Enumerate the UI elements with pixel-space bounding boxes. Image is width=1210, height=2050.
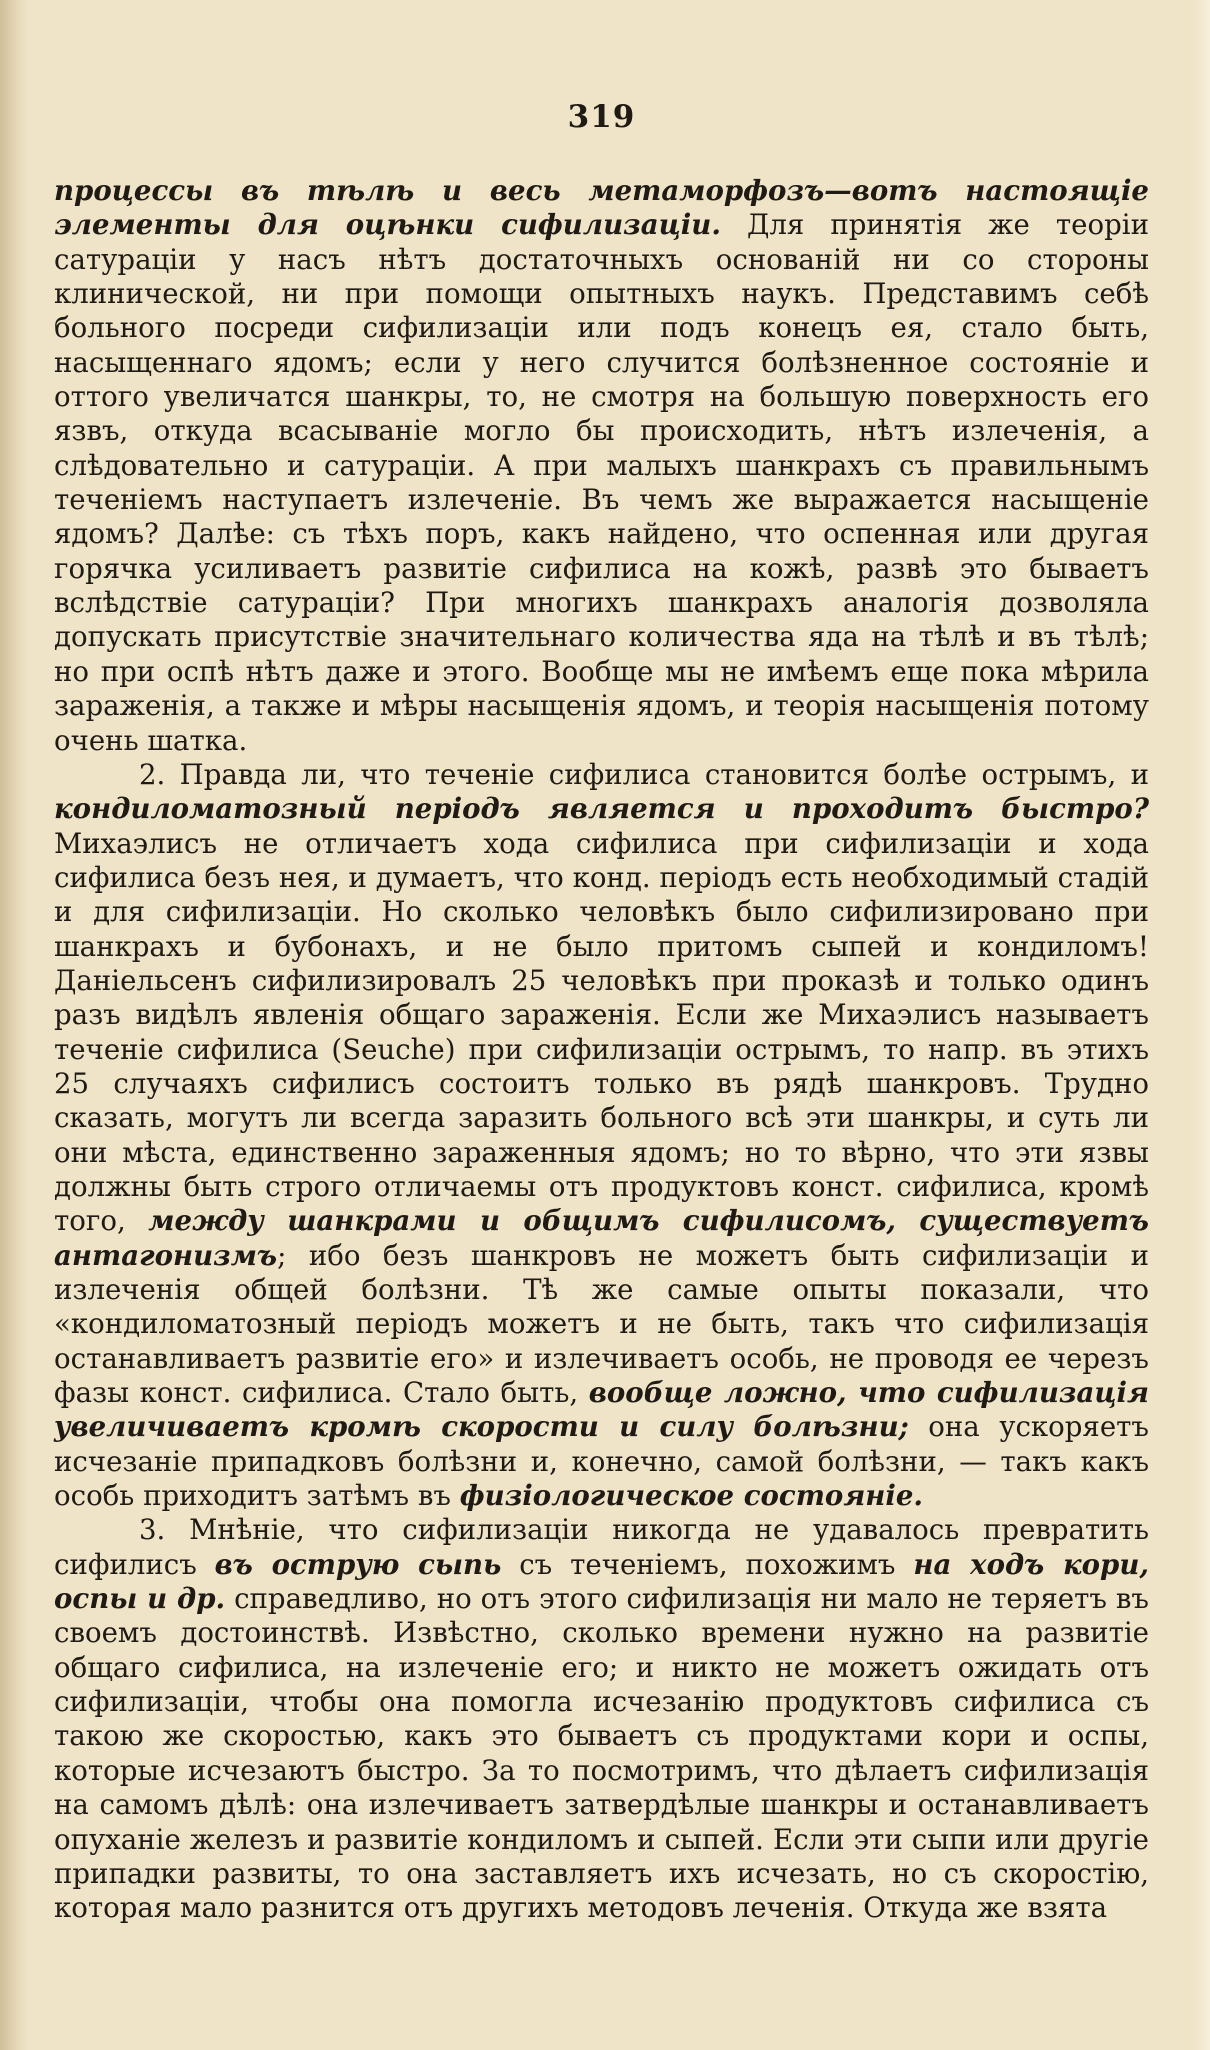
emphasized-text: въ острую сыпь bbox=[214, 1547, 502, 1581]
page-number: 319 bbox=[567, 99, 636, 135]
emphasized-text: кондиломатозный періодъ является и проходитъ быстро? bbox=[54, 792, 1149, 826]
paragraph-3 bbox=[54, 1513, 1149, 1925]
page-gutter-shadow bbox=[0, 0, 28, 2050]
text-run: справедливо, но отъ этого сифилизація ни мало не теряетъ въ своемъ достоинствѣ. Извѣстно, сколько времени нужно на развитіе общаго сифилиса, на излеченіе его; и никто не можетъ ожидать отъ сифилизаціи, чтобы она помогла исчезанію продуктовъ сифилиса съ такою же скоростью, какъ это бываетъ съ продуктами кори и оспы, которые исчезаютъ быстро. За то посмотримъ, что дѣлаетъ сифилизація на самомъ дѣлѣ: она излечиваетъ затвердѣлые шанкры и останавливаетъ опуханіе железъ и развитіе кондиломъ и сыпей. Если эти сыпи или другіе припадки развиты, то она заставляетъ ихъ исчезать, но съ скоростію, которая мало разнится отъ другихъ методовъ леченія. Откуда же взята bbox=[54, 1582, 1149, 1925]
paragraph-2 bbox=[54, 758, 1149, 1514]
emphasized-text: на ходъ кори, оспы и др. bbox=[54, 1547, 1149, 1616]
page-right-edge bbox=[1194, 0, 1210, 2050]
text-run: Для принятія же теоріи сатураціи у насъ нѣтъ достаточныхъ основаній ни со стороны клинической, ни при помощи опытныхъ наукъ. Представимъ себѣ больного посреди сифилизаціи или подъ конецъ ея, стало быть, насыщеннаго ядомъ; если у него случится болѣзненное состояніе и оттого увеличатся шанкры, то, не смотря на большую поверхность его язвъ, откуда всасываніе могло бы происходить, нѣтъ излеченія, а слѣдовательно и сатураціи. А при малыхъ шанкрахъ съ правильнымъ теченіемъ наступаетъ излеченіе. Въ чемъ же выражается насыщеніе ядомъ? Далѣе: съ тѣхъ поръ, какъ найдено, что оспенная или другая горячка усиливаетъ развитіе сифилиса на кожѣ, развѣ это бываетъ вслѣдствіе сатураціи? При многихъ шанкрахъ аналогія дозволяла допускать присутствіе значительнаго количества яда на тѣлѣ и въ тѣлѣ; но при оспѣ нѣтъ даже и этого. Вообще мы не имѣемъ еще пока мѣрила зараженія, а также и мѣры насыщенія ядомъ, и теорія насыщенія потому очень шатка. bbox=[54, 208, 1149, 757]
text-run: 2. Правда ли, что теченіе сифилиса становится болѣе острымъ, и bbox=[139, 757, 1149, 791]
text-run: Михаэлисъ не отличаетъ хода сифилиса при сифилизаціи и хода сифилиса безъ нея, и думаетъ, что конд. періодъ есть необходимый стадій и для сифилизаціи. Но сколько человѣкъ было сифилизировано при шанкрахъ и бубонахъ, и не было притомъ сыпей и кондиломъ! Даніельсенъ сифилизировалъ 25 человѣкъ при проказѣ и только одинъ разъ видѣлъ явленія общаго зараженія. Если же Михаэлисъ называетъ теченіе сифилиса (Seuche) при сифилизаціи острымъ, то напр. въ этихъ 25 случаяхъ сифилисъ состоитъ только въ рядѣ шанкровъ. Трудно сказать, могутъ ли всегда заразить больного всѣ эти шанкры, и суть ли они мѣста, единственно зараженныя ядомъ; но то вѣрно, что эти язвы должны быть строго отличаемы отъ продуктовъ конст. сифилиса, кромѣ того, bbox=[54, 826, 1149, 1238]
text-run: 3. Мнѣніе, что сифилизаціи никогда не удавалось превратить сифилисъ bbox=[54, 1513, 1149, 1581]
text-run: съ теченіемъ, похожимъ bbox=[501, 1547, 914, 1581]
emphasized-text: физіологическое состояніе. bbox=[459, 1479, 924, 1513]
emphasized-text: вообще ложно, что сифилизація увеличиваетъ кромѣ скорости и силу болѣзни; bbox=[54, 1376, 1149, 1444]
emphasized-text: процессы въ тѣлѣ и весь метаморфозъ—вотъ настоящіе элементы для оцѣнки сифилизаціи. bbox=[54, 174, 1149, 242]
book-page bbox=[54, 100, 1149, 1926]
body-text bbox=[54, 174, 1149, 1926]
emphasized-text: между шанкрами и общимъ сифилисомъ, существуетъ антагонизмъ bbox=[54, 1204, 1149, 1272]
text-run: ; ибо безъ шанкровъ не можетъ быть сифилизаціи и излеченія общей болѣзни. Тѣ же самые опыты показали, что «кондиломатозный періодъ можетъ и не быть, такъ что сифилизація останавливаетъ развитіе его» и излечиваетъ особь, не проводя ее черезъ фазы конст. сифилиса. Стало быть, bbox=[54, 1238, 1149, 1410]
text-run: она ускоряетъ исчезаніе припадковъ болѣзни и, конечно, самой болѣзни, — такъ какъ особь приходитъ затѣмъ въ bbox=[54, 1410, 1149, 1513]
paragraph-1 bbox=[54, 174, 1149, 758]
